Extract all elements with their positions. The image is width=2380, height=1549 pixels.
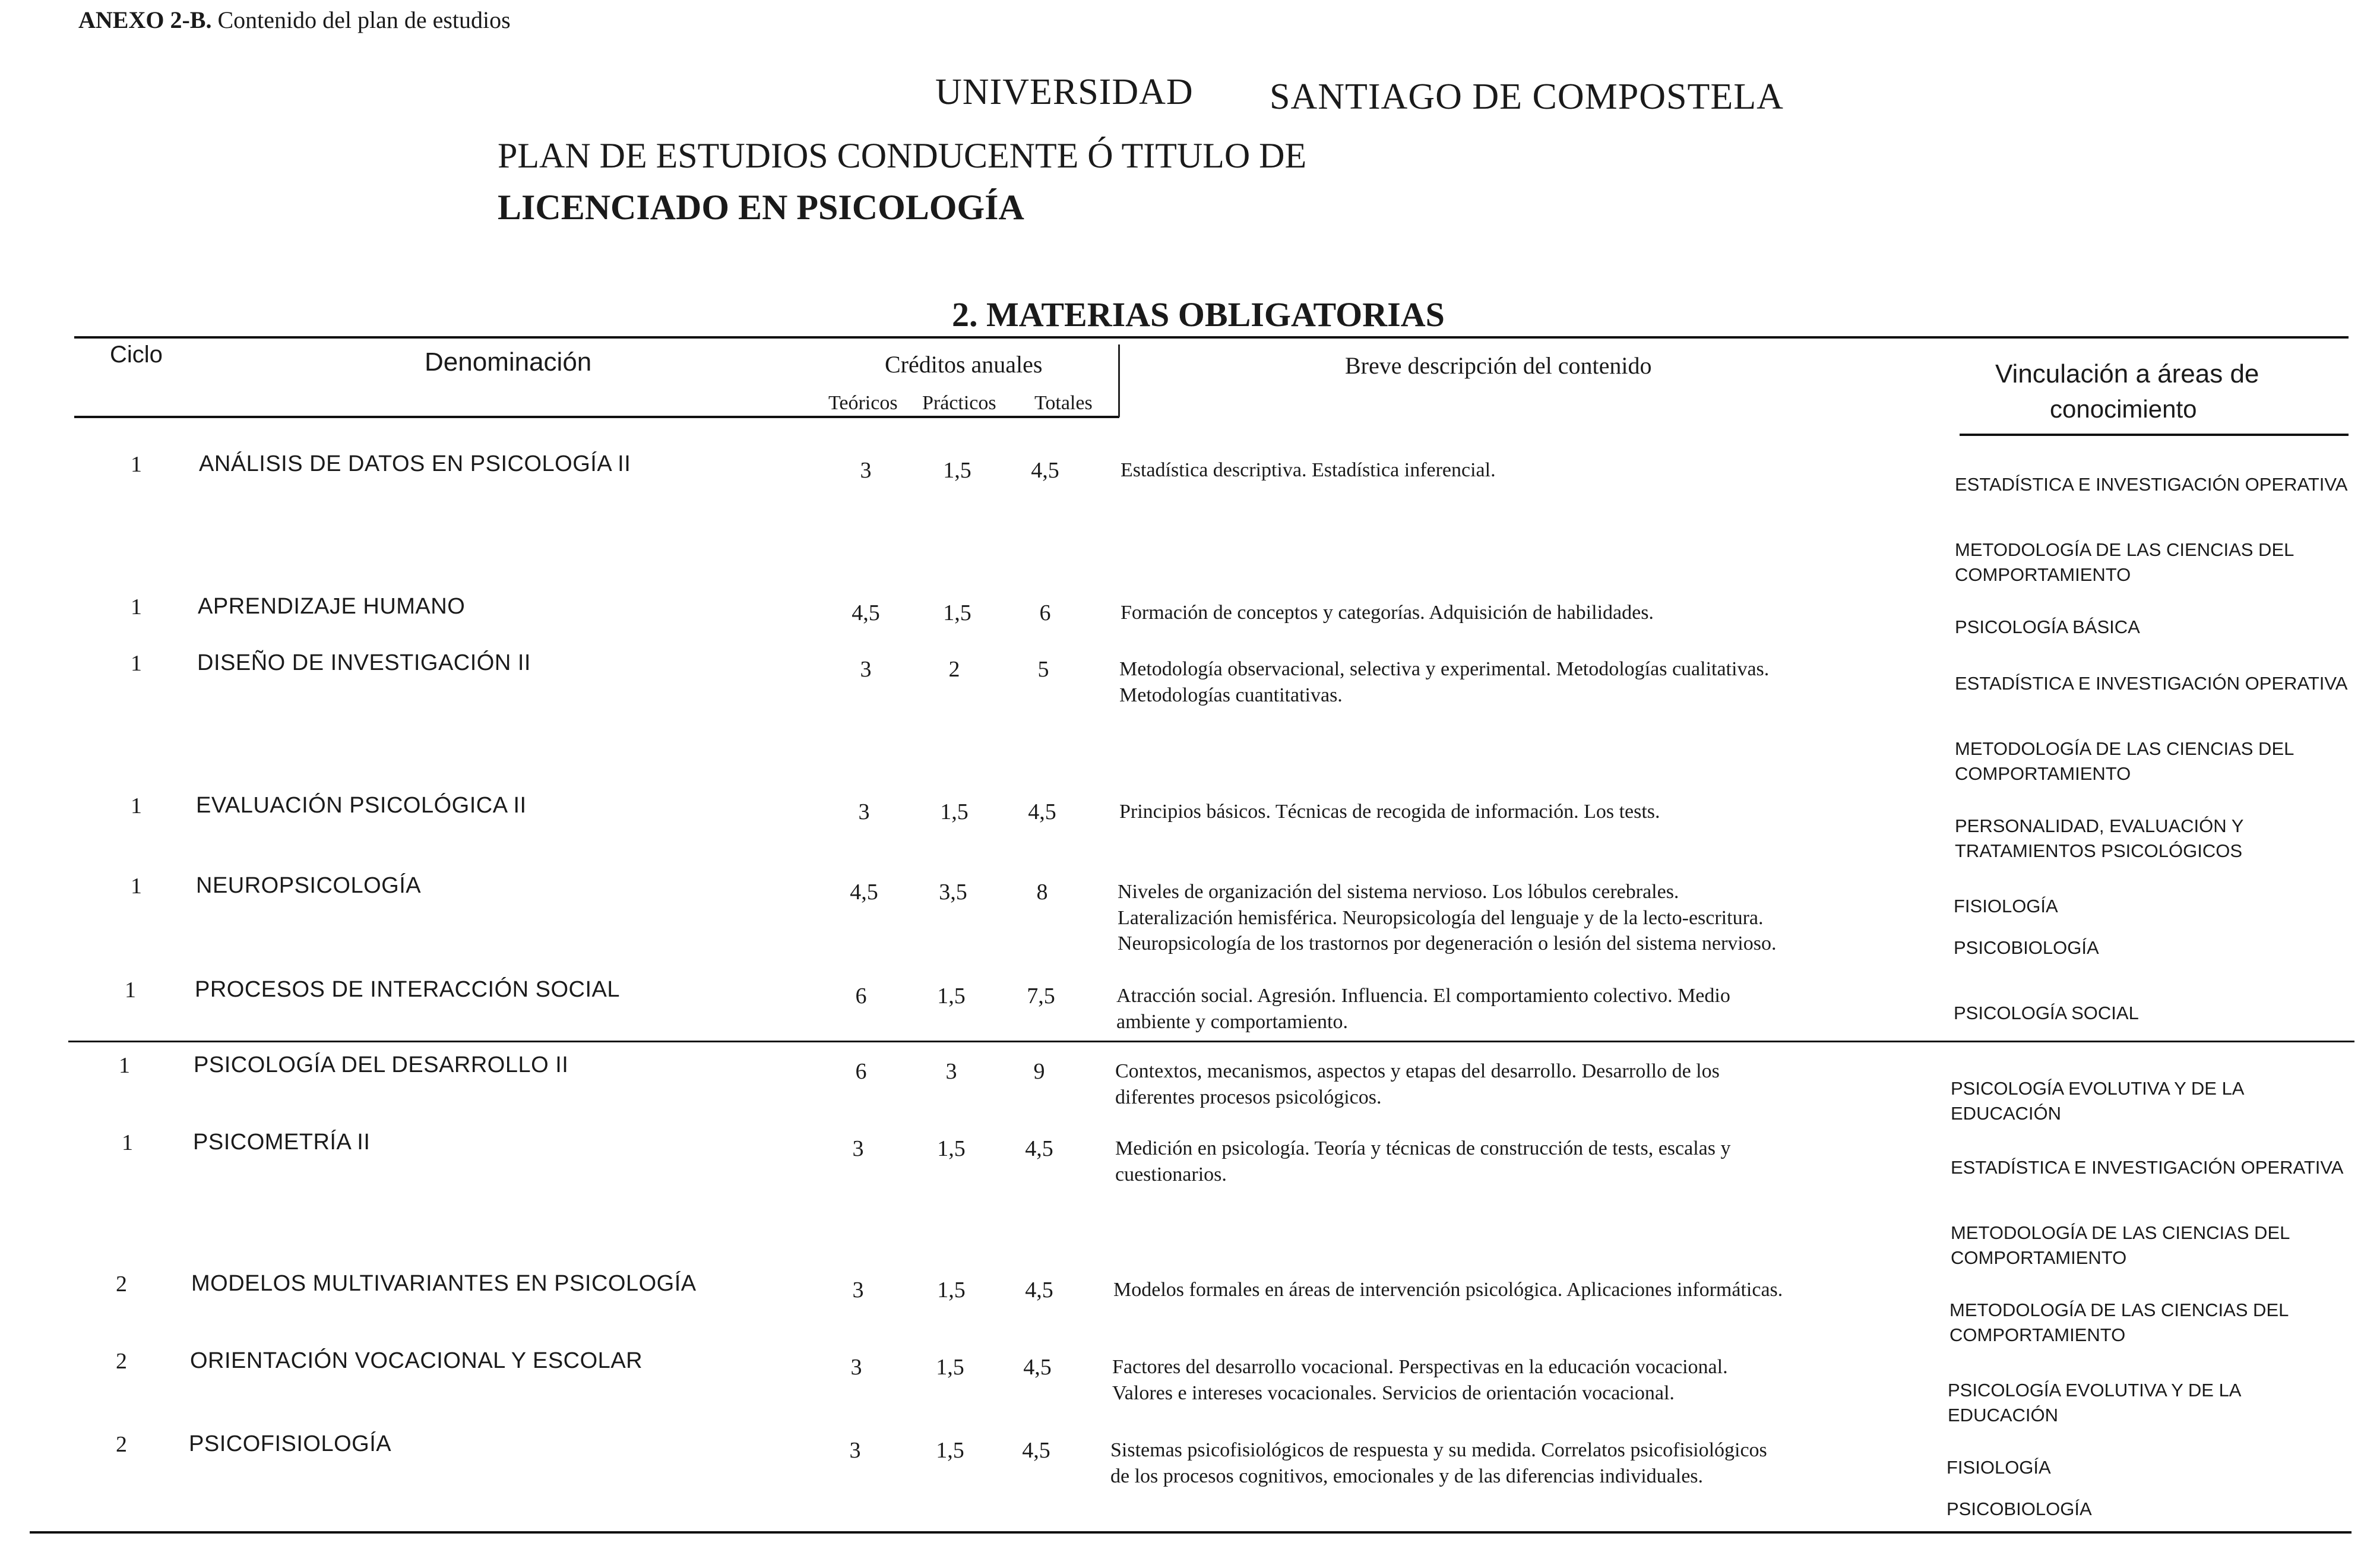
row-descripcion [1112,1354,1728,1406]
row-denominacion: PSICOMETRÍA II [193,1130,371,1155]
row-teoricos: 3 [852,1278,864,1303]
row-area: PSICOBIOLOGÍA [1954,937,2099,958]
description-line: diferentes procesos psicológicos. [1115,1086,1382,1108]
description-line: Contextos, mecanismos, aspectos y etapas del desarrollo. Desarrollo de los [1115,1060,1720,1082]
row-area: PSICOLOGÍA BÁSICA [1955,617,2140,637]
row-area: METODOLOGÍA DE LAS CIENCIAS DEL COMPORTAMIENTO [1955,539,2294,585]
row-denominacion: DISEÑO DE INVESTIGACIÓN II [197,650,531,675]
description-line: de los procesos cognitivos, emocionales y de las diferencias individuales. [1110,1465,1704,1487]
row-totales: 7,5 [1027,984,1055,1009]
description-line: ambiente y comportamiento. [1116,1010,1348,1033]
row-ciclo: 1 [122,1130,133,1155]
row-area: PERSONALIDAD, EVALUACIÓN Y TRATAMIENTOS PSICOLÓGICOS [1955,815,2243,861]
row-practicos: 1,5 [937,1278,966,1303]
description-line: Estadística descriptiva. Estadística inferencial. [1121,459,1496,481]
row-practicos: 3,5 [939,880,967,905]
row-area: PSICOBIOLOGÍA [1947,1499,2092,1519]
row-teoricos: 3 [858,799,870,824]
row-ciclo: 1 [125,978,136,1003]
row-descripcion [1119,656,1769,708]
row-denominacion: NEUROPSICOLOGÍA [196,873,422,898]
row-descripcion [1121,457,1496,483]
description-line: Neuropsicología de los trastornos por degeneración o lesión del sistema nervioso. [1118,932,1777,955]
header-ciclo: Ciclo [110,342,163,368]
row-area: PSICOLOGÍA EVOLUTIVA Y DE LA EDUCACIÓN [1951,1078,2243,1124]
row-totales: 4,5 [1023,1355,1052,1380]
row-ciclo: 2 [116,1349,127,1374]
row-totales: 5 [1037,657,1049,682]
header-bottom-rule-right [1960,434,2349,436]
row-practicos: 1,5 [943,600,971,625]
header-vinculacion-1: Vinculación a áreas de [1995,359,2259,388]
row-totales: 4,5 [1022,1438,1050,1463]
row-denominacion: APRENDIZAJE HUMANO [198,594,466,619]
row-descripcion [1116,983,1730,1035]
description-line: Sistemas psicofisiológicos de respuesta y su medida. Correlatos psicofisiológicos [1110,1439,1767,1461]
row-practicos: 2 [948,657,960,682]
university-name: SANTIAGO DE COMPOSTELA [1270,77,1784,117]
row-denominacion: ANÁLISIS DE DATOS EN PSICOLOGÍA II [199,451,631,476]
header-descripcion: Breve descripción del contenido [1345,352,1652,379]
description-line: Medición en psicología. Teoría y técnicas de construcción de tests, escalas y [1115,1137,1731,1159]
row-separator-rule [68,1041,2354,1042]
row-area: METODOLOGÍA DE LAS CIENCIAS DEL COMPORTAMIENTO [1955,738,2294,784]
row-ciclo: 2 [116,1272,127,1297]
table-bottom-rule [30,1531,2351,1534]
row-practicos: 1,5 [937,1136,966,1161]
row-descripcion [1113,1277,1783,1303]
row-area: PSICOLOGÍA SOCIAL [1954,1003,2139,1023]
row-ciclo: 1 [131,452,142,477]
row-teoricos: 3 [860,458,872,483]
row-ciclo: 1 [131,651,142,676]
annex-label: ANEXO 2-B. [78,7,212,33]
row-teoricos: 6 [855,1059,867,1084]
header-creditos: Créditos anuales [885,351,1043,378]
row-descripcion [1121,600,1654,626]
row-ciclo: 2 [116,1432,127,1457]
row-denominacion: ORIENTACIÓN VOCACIONAL Y ESCOLAR [190,1348,643,1373]
header-denominacion: Denominación [425,347,592,377]
row-ciclo: 1 [119,1053,130,1078]
header-vinculacion-2: conocimiento [2050,395,2197,423]
row-totales: 4,5 [1028,799,1056,824]
row-area: ESTADÍSTICA E INVESTIGACIÓN OPERATIVA [1951,1157,2344,1178]
row-teoricos: 3 [860,657,872,682]
plan-title-line1: PLAN DE ESTUDIOS CONDUCENTE Ó TITULO DE [498,136,1307,175]
row-descripcion [1119,799,1660,825]
description-line: Metodologías cuantitativas. [1119,684,1343,706]
section-title: 2. MATERIAS OBLIGATORIAS [952,295,1445,334]
plan-title-line2: LICENCIADO EN PSICOLOGÍA [498,188,1024,227]
description-line: Niveles de organización del sistema nervioso. Los lóbulos cerebrales. [1118,881,1679,903]
row-practicos: 1,5 [936,1438,964,1463]
row-ciclo: 1 [131,794,142,818]
row-ciclo: 1 [131,874,142,899]
row-teoricos: 3 [850,1355,862,1380]
row-practicos: 1,5 [937,984,966,1009]
row-area: METODOLOGÍA DE LAS CIENCIAS DEL COMPORTAMIENTO [1949,1300,2289,1345]
header-teoricos: Teóricos [828,392,898,414]
row-totales: 6 [1039,600,1051,625]
row-teoricos: 6 [855,984,867,1009]
header-totales: Totales [1034,392,1093,414]
row-descripcion [1115,1058,1720,1110]
row-totales: 4,5 [1025,1136,1053,1161]
row-descripcion [1118,879,1776,957]
row-teoricos: 4,5 [852,600,880,625]
row-area: PSICOLOGÍA EVOLUTIVA Y DE LA EDUCACIÓN [1948,1380,2240,1425]
row-practicos: 1,5 [940,799,969,824]
table-top-rule [74,336,2349,339]
university-label: UNIVERSIDAD [935,72,1194,112]
row-totales: 4,5 [1025,1278,1053,1303]
description-line: Principios básicos. Técnicas de recogida de información. Los tests. [1119,801,1660,823]
row-totales: 4,5 [1031,458,1059,483]
description-line: Factores del desarrollo vocacional. Perspectivas en la educación vocacional. [1112,1356,1728,1378]
row-totales: 9 [1033,1059,1045,1084]
description-line: Metodología observacional, selectiva y experimental. Metodologías cualitativas. [1119,658,1770,680]
row-descripcion [1110,1437,1767,1489]
row-descripcion [1115,1136,1731,1187]
description-line: Valores e intereses vocacionales. Servicios de orientación vocacional. [1112,1382,1675,1404]
annex-heading [78,6,511,34]
row-denominacion: PSICOFISIOLOGÍA [189,1431,392,1456]
row-ciclo: 1 [131,595,142,619]
row-area: FISIOLOGÍA [1947,1457,2051,1478]
description-line: Modelos formales en áreas de intervención psicológica. Aplicaciones informáticas. [1113,1279,1783,1301]
row-area: FISIOLOGÍA [1954,896,2058,916]
row-denominacion: MODELOS MULTIVARIANTES EN PSICOLOGÍA [191,1271,697,1296]
row-denominacion: PROCESOS DE INTERACCIÓN SOCIAL [195,977,621,1002]
header-divider [1118,344,1120,417]
description-line: cuestionarios. [1115,1163,1227,1186]
row-practicos: 1,5 [943,458,971,483]
row-teoricos: 3 [849,1438,861,1463]
header-bottom-rule-left [74,416,1119,418]
row-practicos: 1,5 [936,1355,964,1380]
description-line: Atracción social. Agresión. Influencia. El comportamiento colectivo. Medio [1116,985,1730,1007]
row-practicos: 3 [945,1059,957,1084]
description-line: Lateralización hemisférica. Neuropsicología del lenguaje y de la lecto-escritura. [1118,906,1764,929]
row-totales: 8 [1036,880,1048,905]
row-area: METODOLOGÍA DE LAS CIENCIAS DEL COMPORTAMIENTO [1951,1222,2290,1268]
annex-text: Contenido del plan de estudios [217,7,511,33]
row-teoricos: 4,5 [850,880,878,905]
row-area: ESTADÍSTICA E INVESTIGACIÓN OPERATIVA [1955,673,2348,694]
description-line: Formación de conceptos y categorías. Adquisición de habilidades. [1121,602,1654,624]
row-teoricos: 3 [852,1136,864,1161]
row-denominacion: PSICOLOGÍA DEL DESARROLLO II [194,1052,569,1077]
row-area: ESTADÍSTICA E INVESTIGACIÓN OPERATIVA [1955,474,2348,495]
row-denominacion: EVALUACIÓN PSICOLÓGICA II [196,793,527,818]
header-practicos: Prácticos [922,392,996,414]
